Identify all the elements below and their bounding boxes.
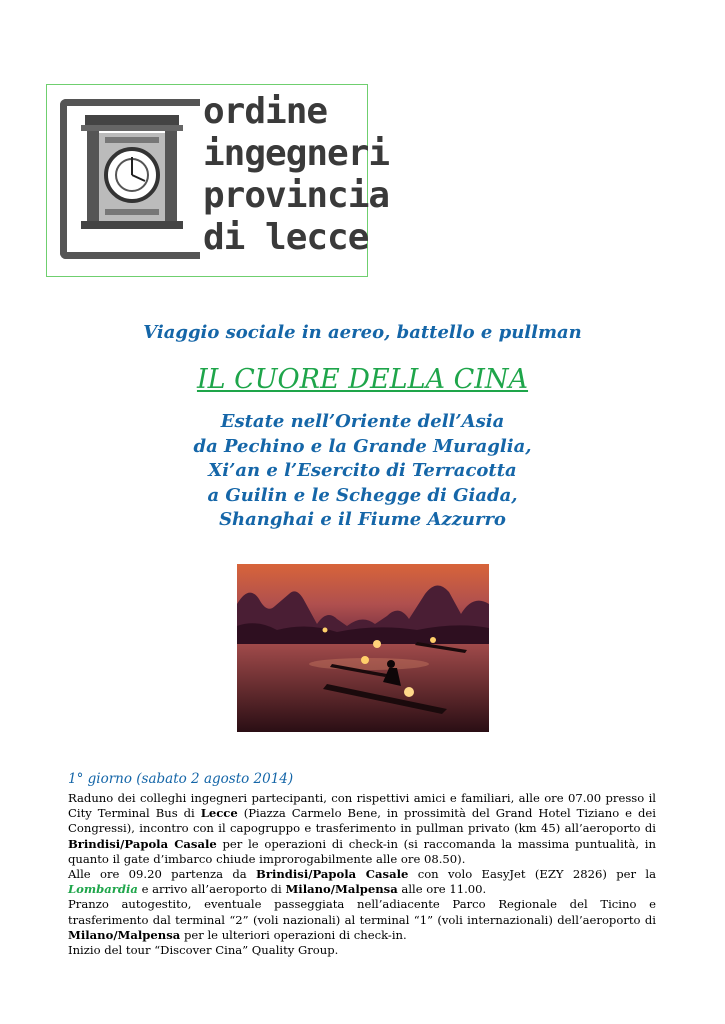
logo-line: di lecce [203, 217, 369, 258]
trip-subtitle: Viaggio sociale in aereo, battello e pullman [143, 322, 582, 343]
paragraph: Inizio del tour “Discover Cina” Quality Group. [68, 943, 339, 958]
paragraph: Pranzo autogestito, eventuale passeggiata nell’adiacente Parco Regionale del Ticino e trasferimento dal terminal “2” (voli nazionali) al terminal “1” (voli internazionali) dell’aeroporto di Milano/Malpensa per le ulteriori operazioni di check-in. [68, 897, 656, 942]
itinerary-line: Xi’an e l’Esercito di Terracotta [208, 460, 517, 481]
logo-line: ingegneri [203, 133, 390, 174]
clock-tower-emblem [77, 111, 187, 231]
river-sunset-photo [237, 564, 489, 732]
paragraph: Raduno dei colleghi ingegneri partecipanti, con rispettivi amici e familiari, alle ore 07.00 presso il City Terminal Bus di Lecce (Piazza Carmelo Bene, in prossimità del Grand Hotel Tiziano e dei Congressi), incontro con il capogruppo e trasferimento in pullman privato (km 45) all’aeroporto di Brindisi/Papola Casale per le operazioni di check-in (si raccomanda la massima puntualità, in quanto il gate d’imbarco chiude improrogabilmente alle ore 08.50). [68, 791, 656, 866]
logo [46, 84, 390, 277]
day-heading: 1° giorno (sabato 2 agosto 2014) [68, 771, 294, 787]
logo-text [203, 91, 390, 259]
itinerary-line: Estate nell’Oriente dell’Asia [220, 411, 505, 432]
itinerary-line: Shanghai e il Fiume Azzurro [219, 509, 506, 530]
logo-line: provincia [203, 175, 390, 216]
page-title: IL CUORE DELLA CINA [196, 364, 529, 395]
logo-line: ordine [203, 91, 328, 132]
itinerary-summary [0, 410, 725, 533]
day-description [68, 791, 656, 958]
itinerary-line: a Guilin e le Schegge di Giada, [207, 484, 518, 506]
paragraph: Alle ore 09.20 partenza da Brindisi/Papola Casale con volo EasyJet (EZY 2826) per la Lombardia e arrivo all’aeroporto di Milano/Malpensa alle ore 11.00. [68, 867, 656, 897]
itinerary-line: da Pechino e la Grande Muraglia, [193, 435, 532, 457]
